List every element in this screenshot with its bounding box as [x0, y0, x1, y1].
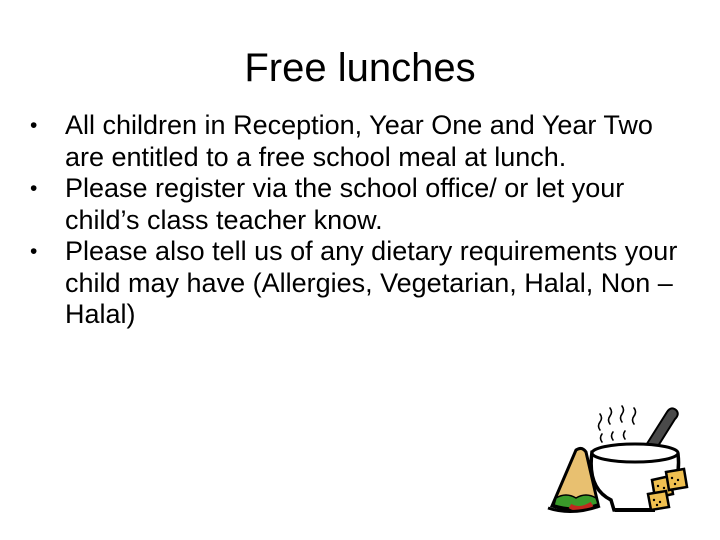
bullet-icon: • — [30, 240, 38, 263]
bullet-item — [28, 173, 698, 236]
bullet-text: Please register via the school office/ or let your child’s class teacher know. — [65, 173, 625, 235]
steam-icon — [599, 406, 636, 442]
bullet-list — [28, 110, 698, 331]
bullet-item — [28, 110, 698, 173]
bullet-text: All children in Reception, Year One and Year Two are entitled to a free school meal at lunch. — [65, 110, 653, 172]
soup-bowl-sandwich-crackers-icon — [540, 402, 700, 514]
bullet-icon: • — [30, 177, 38, 200]
slide-title: Free lunches — [244, 46, 476, 90]
bullet-text: Please also tell us of any dietary requirements your child may have (Allergies, Vegetarian, Halal, Non – Halal) — [65, 236, 678, 329]
bullet-item — [28, 236, 698, 331]
bullet-icon: • — [30, 114, 38, 137]
